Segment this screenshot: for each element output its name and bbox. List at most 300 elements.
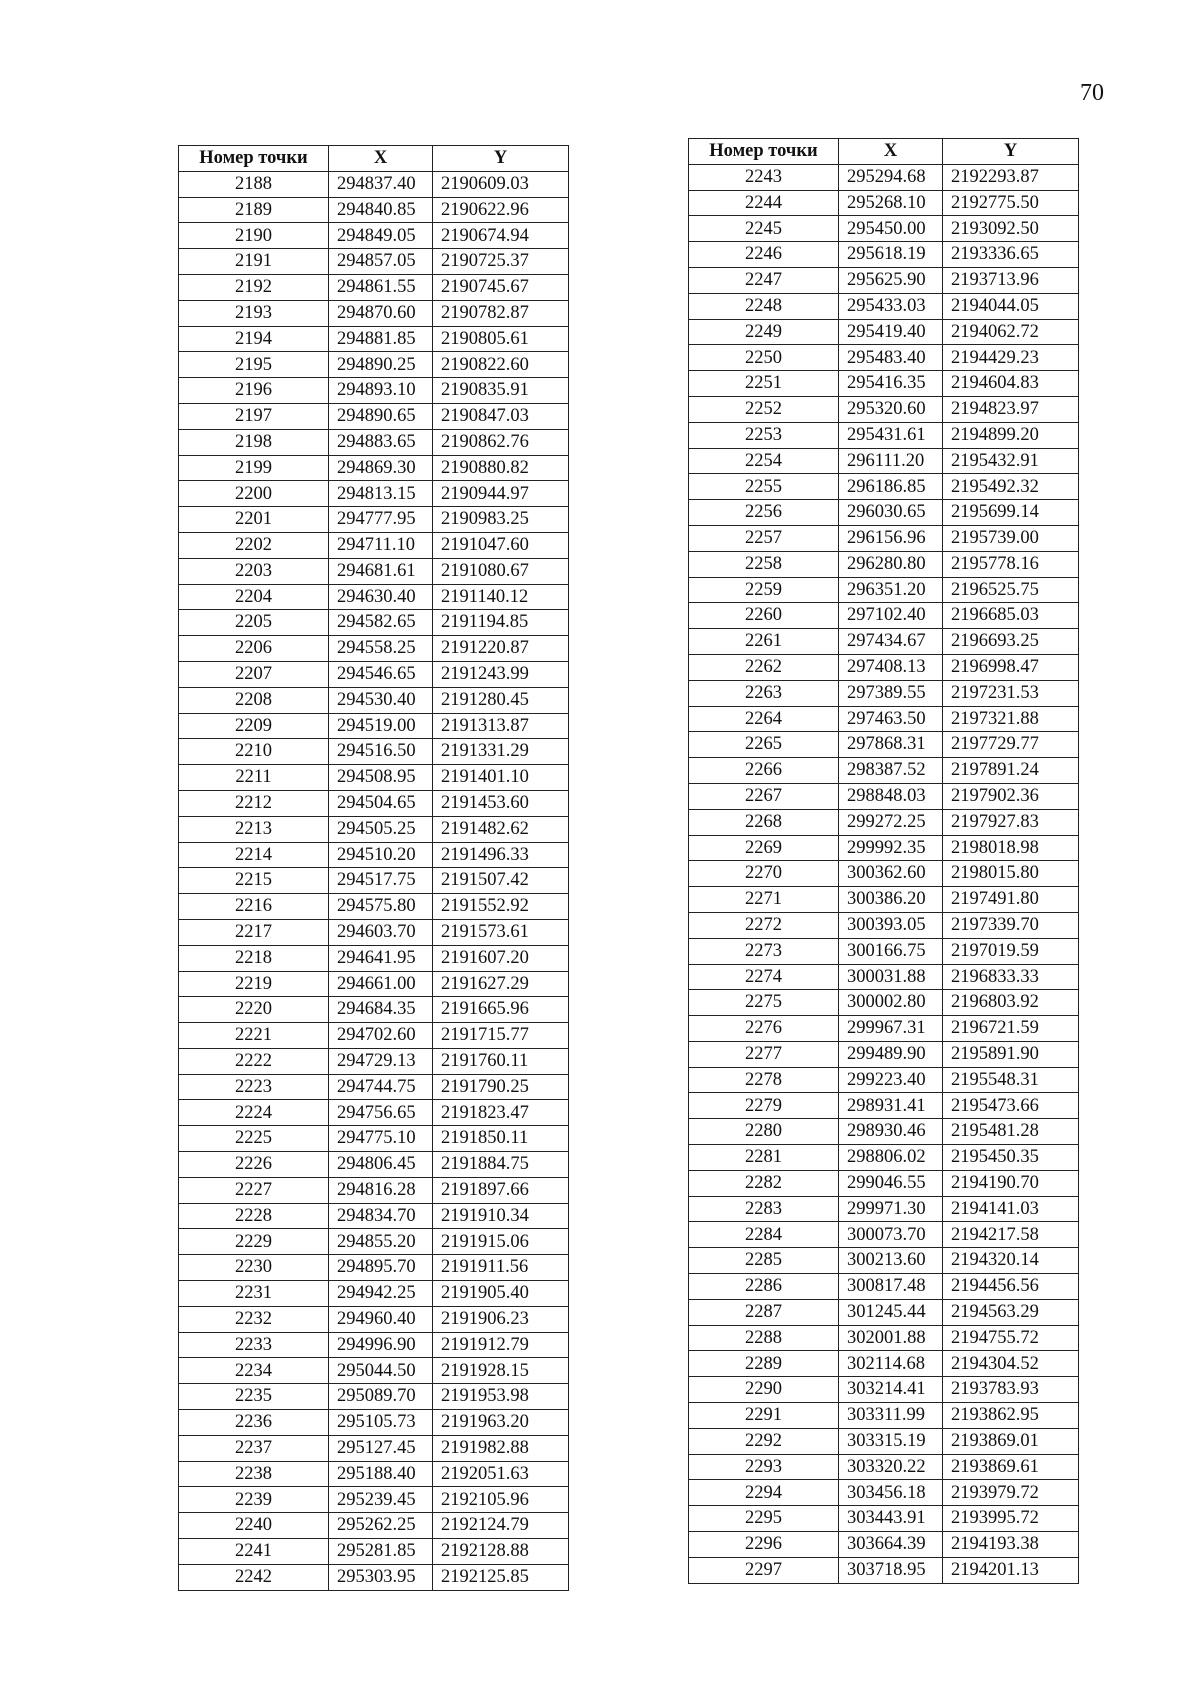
cell-x: 294530.40 xyxy=(329,687,433,713)
table-row xyxy=(179,1513,569,1539)
cell-y: 2196803.92 xyxy=(943,990,1079,1016)
cell-x: 300213.60 xyxy=(839,1248,943,1274)
cell-x: 295044.50 xyxy=(329,1358,433,1384)
cell-point-number: 2235 xyxy=(179,1384,329,1410)
table-row xyxy=(179,713,569,739)
cell-x: 294681.61 xyxy=(329,558,433,584)
cell-x: 295268.10 xyxy=(839,190,943,216)
cell-y: 2195492.32 xyxy=(943,474,1079,500)
cell-x: 294630.40 xyxy=(329,584,433,610)
cell-y: 2197902.36 xyxy=(943,783,1079,809)
table-row xyxy=(689,783,1079,809)
cell-y: 2191552.92 xyxy=(433,894,569,920)
cell-point-number: 2279 xyxy=(689,1093,839,1119)
cell-x: 295431.61 xyxy=(839,422,943,448)
cell-point-number: 2254 xyxy=(689,448,839,474)
cell-x: 295483.40 xyxy=(839,345,943,371)
cell-x: 295089.70 xyxy=(329,1384,433,1410)
cell-point-number: 2268 xyxy=(689,809,839,835)
header-y: Y xyxy=(943,139,1079,165)
cell-y: 2193979.72 xyxy=(943,1480,1079,1506)
cell-x: 294603.70 xyxy=(329,919,433,945)
header-x: X xyxy=(329,146,433,172)
cell-point-number: 2202 xyxy=(179,532,329,558)
table-row xyxy=(689,242,1079,268)
cell-point-number: 2265 xyxy=(689,732,839,758)
table-row xyxy=(689,422,1079,448)
table-row xyxy=(689,345,1079,371)
table-row xyxy=(689,861,1079,887)
table-row xyxy=(179,1487,569,1513)
table-row xyxy=(179,326,569,352)
table-row xyxy=(689,912,1079,938)
cell-y: 2191912.79 xyxy=(433,1332,569,1358)
table-row xyxy=(689,1222,1079,1248)
cell-x: 294517.75 xyxy=(329,868,433,894)
cell-y: 2197019.59 xyxy=(943,938,1079,964)
cell-x: 303718.95 xyxy=(839,1557,943,1583)
table-row xyxy=(689,1248,1079,1274)
table-row xyxy=(179,249,569,275)
cell-y: 2197321.88 xyxy=(943,706,1079,732)
table-row xyxy=(179,1152,569,1178)
cell-x: 295188.40 xyxy=(329,1461,433,1487)
cell-y: 2194899.20 xyxy=(943,422,1079,448)
cell-x: 294870.60 xyxy=(329,300,433,326)
cell-point-number: 2282 xyxy=(689,1170,839,1196)
cell-x: 294883.65 xyxy=(329,429,433,455)
cell-y: 2190880.82 xyxy=(433,455,569,481)
cell-x: 295303.95 xyxy=(329,1564,433,1590)
table-row xyxy=(689,1196,1079,1222)
cell-point-number: 2206 xyxy=(179,636,329,662)
cell-x: 295625.90 xyxy=(839,267,943,293)
cell-x: 294744.75 xyxy=(329,1074,433,1100)
table-row xyxy=(179,532,569,558)
cell-point-number: 2195 xyxy=(179,352,329,378)
table-row xyxy=(689,938,1079,964)
cell-x: 294834.70 xyxy=(329,1203,433,1229)
cell-x: 296111.20 xyxy=(839,448,943,474)
cell-y: 2193092.50 xyxy=(943,216,1079,242)
cell-point-number: 2197 xyxy=(179,403,329,429)
cell-point-number: 2247 xyxy=(689,267,839,293)
table-row xyxy=(179,1203,569,1229)
cell-x: 294546.65 xyxy=(329,661,433,687)
cell-y: 2191496.33 xyxy=(433,842,569,868)
cell-x: 294855.20 xyxy=(329,1229,433,1255)
cell-y: 2190862.76 xyxy=(433,429,569,455)
cell-x: 294890.65 xyxy=(329,403,433,429)
table-row xyxy=(179,223,569,249)
table-row xyxy=(179,1177,569,1203)
cell-x: 294702.60 xyxy=(329,1023,433,1049)
cell-y: 2193862.95 xyxy=(943,1403,1079,1429)
cell-point-number: 2237 xyxy=(179,1435,329,1461)
cell-point-number: 2227 xyxy=(179,1177,329,1203)
cell-y: 2196525.75 xyxy=(943,577,1079,603)
cell-x: 294508.95 xyxy=(329,765,433,791)
table-row xyxy=(179,919,569,945)
table-row xyxy=(689,1119,1079,1145)
cell-y: 2196833.33 xyxy=(943,964,1079,990)
cell-y: 2195432.91 xyxy=(943,448,1079,474)
cell-x: 300362.60 xyxy=(839,861,943,887)
header-point-number: Номер точки xyxy=(689,139,839,165)
table-row xyxy=(689,1532,1079,1558)
cell-x: 295416.35 xyxy=(839,371,943,397)
table-row xyxy=(689,474,1079,500)
table-row xyxy=(689,1145,1079,1171)
table-row xyxy=(179,1461,569,1487)
cell-point-number: 2211 xyxy=(179,765,329,791)
cell-point-number: 2199 xyxy=(179,455,329,481)
cell-x: 294960.40 xyxy=(329,1306,433,1332)
cell-x: 295419.40 xyxy=(839,319,943,345)
table-row xyxy=(179,687,569,713)
cell-y: 2197891.24 xyxy=(943,758,1079,784)
cell-y: 2197927.83 xyxy=(943,809,1079,835)
cell-point-number: 2223 xyxy=(179,1074,329,1100)
cell-x: 295105.73 xyxy=(329,1410,433,1436)
table-row xyxy=(689,448,1079,474)
cell-x: 295281.85 xyxy=(329,1539,433,1565)
cell-point-number: 2229 xyxy=(179,1229,329,1255)
cell-y: 2191884.75 xyxy=(433,1152,569,1178)
cell-x: 297389.55 xyxy=(839,680,943,706)
cell-x: 294641.95 xyxy=(329,945,433,971)
cell-y: 2194429.23 xyxy=(943,345,1079,371)
cell-y: 2190622.96 xyxy=(433,197,569,223)
cell-x: 303443.91 xyxy=(839,1506,943,1532)
cell-point-number: 2245 xyxy=(689,216,839,242)
table-row xyxy=(689,1299,1079,1325)
table-row xyxy=(689,371,1079,397)
cell-point-number: 2251 xyxy=(689,371,839,397)
table-row xyxy=(689,1480,1079,1506)
page-number: 70 xyxy=(1080,80,1104,106)
cell-y: 2191080.67 xyxy=(433,558,569,584)
cell-y: 2194193.38 xyxy=(943,1532,1079,1558)
cell-point-number: 2286 xyxy=(689,1274,839,1300)
cell-y: 2190805.61 xyxy=(433,326,569,352)
table-row xyxy=(689,1093,1079,1119)
cell-y: 2194755.72 xyxy=(943,1325,1079,1351)
cell-point-number: 2250 xyxy=(689,345,839,371)
cell-x: 294582.65 xyxy=(329,610,433,636)
cell-y: 2194217.58 xyxy=(943,1222,1079,1248)
table-row xyxy=(689,964,1079,990)
table-row xyxy=(179,610,569,636)
cell-y: 2192105.96 xyxy=(433,1487,569,1513)
cell-point-number: 2288 xyxy=(689,1325,839,1351)
table-row xyxy=(689,680,1079,706)
table-row xyxy=(179,1229,569,1255)
cell-point-number: 2203 xyxy=(179,558,329,584)
cell-point-number: 2297 xyxy=(689,1557,839,1583)
cell-y: 2191280.45 xyxy=(433,687,569,713)
cell-y: 2193869.61 xyxy=(943,1454,1079,1480)
cell-y: 2191963.20 xyxy=(433,1410,569,1436)
table-row xyxy=(689,629,1079,655)
cell-y: 2191905.40 xyxy=(433,1281,569,1307)
table-row xyxy=(689,603,1079,629)
cell-y: 2190782.87 xyxy=(433,300,569,326)
table-row xyxy=(689,319,1079,345)
cell-y: 2191331.29 xyxy=(433,739,569,765)
cell-x: 298930.46 xyxy=(839,1119,943,1145)
cell-x: 294893.10 xyxy=(329,378,433,404)
cell-y: 2195778.16 xyxy=(943,551,1079,577)
cell-point-number: 2283 xyxy=(689,1196,839,1222)
cell-point-number: 2271 xyxy=(689,887,839,913)
cell-y: 2191906.23 xyxy=(433,1306,569,1332)
cell-x: 299223.40 xyxy=(839,1067,943,1093)
cell-y: 2191607.20 xyxy=(433,945,569,971)
cell-point-number: 2219 xyxy=(179,971,329,997)
table-row xyxy=(179,1126,569,1152)
cell-y: 2190983.25 xyxy=(433,507,569,533)
cell-point-number: 2287 xyxy=(689,1299,839,1325)
cell-point-number: 2239 xyxy=(179,1487,329,1513)
cell-point-number: 2246 xyxy=(689,242,839,268)
cell-y: 2191910.34 xyxy=(433,1203,569,1229)
table-row xyxy=(179,1410,569,1436)
cell-point-number: 2234 xyxy=(179,1358,329,1384)
header-x: X xyxy=(839,139,943,165)
cell-x: 299967.31 xyxy=(839,1016,943,1042)
cell-y: 2191911.56 xyxy=(433,1255,569,1281)
cell-x: 296030.65 xyxy=(839,500,943,526)
cell-x: 294775.10 xyxy=(329,1126,433,1152)
cell-point-number: 2294 xyxy=(689,1480,839,1506)
cell-y: 2193995.72 xyxy=(943,1506,1079,1532)
cell-y: 2197729.77 xyxy=(943,732,1079,758)
coordinates-table-right xyxy=(688,138,1079,1584)
cell-x: 295127.45 xyxy=(329,1435,433,1461)
cell-y: 2191928.15 xyxy=(433,1358,569,1384)
cell-x: 294558.25 xyxy=(329,636,433,662)
cell-point-number: 2193 xyxy=(179,300,329,326)
cell-x: 299046.55 xyxy=(839,1170,943,1196)
table-row xyxy=(179,842,569,868)
cell-x: 294849.05 xyxy=(329,223,433,249)
header-row xyxy=(179,146,569,172)
cell-y: 2192124.79 xyxy=(433,1513,569,1539)
header-y: Y xyxy=(433,146,569,172)
cell-point-number: 2249 xyxy=(689,319,839,345)
table-row xyxy=(689,835,1079,861)
cell-point-number: 2221 xyxy=(179,1023,329,1049)
cell-point-number: 2212 xyxy=(179,790,329,816)
cell-y: 2194823.97 xyxy=(943,396,1079,422)
cell-point-number: 2200 xyxy=(179,481,329,507)
cell-y: 2193336.65 xyxy=(943,242,1079,268)
cell-point-number: 2274 xyxy=(689,964,839,990)
cell-y: 2195739.00 xyxy=(943,525,1079,551)
cell-y: 2190847.03 xyxy=(433,403,569,429)
cell-point-number: 2217 xyxy=(179,919,329,945)
cell-x: 295450.00 xyxy=(839,216,943,242)
cell-point-number: 2190 xyxy=(179,223,329,249)
cell-point-number: 2243 xyxy=(689,164,839,190)
table-row xyxy=(689,654,1079,680)
cell-x: 295294.68 xyxy=(839,164,943,190)
cell-x: 297102.40 xyxy=(839,603,943,629)
cell-point-number: 2280 xyxy=(689,1119,839,1145)
cell-point-number: 2244 xyxy=(689,190,839,216)
table-row xyxy=(179,997,569,1023)
cell-x: 294777.95 xyxy=(329,507,433,533)
table-row xyxy=(689,706,1079,732)
cell-point-number: 2269 xyxy=(689,835,839,861)
cell-point-number: 2207 xyxy=(179,661,329,687)
cell-point-number: 2292 xyxy=(689,1428,839,1454)
cell-point-number: 2220 xyxy=(179,997,329,1023)
cell-x: 294519.00 xyxy=(329,713,433,739)
table-row xyxy=(179,1100,569,1126)
cell-x: 297434.67 xyxy=(839,629,943,655)
cell-y: 2194563.29 xyxy=(943,1299,1079,1325)
table-row xyxy=(689,1016,1079,1042)
table-row xyxy=(179,1358,569,1384)
cell-point-number: 2192 xyxy=(179,274,329,300)
table-row xyxy=(689,577,1079,603)
cell-y: 2194044.05 xyxy=(943,293,1079,319)
cell-point-number: 2216 xyxy=(179,894,329,920)
table-row xyxy=(179,1023,569,1049)
table-row xyxy=(689,500,1079,526)
cell-point-number: 2255 xyxy=(689,474,839,500)
cell-y: 2191982.88 xyxy=(433,1435,569,1461)
table-row xyxy=(179,636,569,662)
cell-x: 302001.88 xyxy=(839,1325,943,1351)
cell-x: 303311.99 xyxy=(839,1403,943,1429)
table-row xyxy=(689,1506,1079,1532)
cell-y: 2197231.53 xyxy=(943,680,1079,706)
cell-point-number: 2214 xyxy=(179,842,329,868)
table-row xyxy=(179,971,569,997)
cell-y: 2195481.28 xyxy=(943,1119,1079,1145)
cell-x: 299272.25 xyxy=(839,809,943,835)
table-row xyxy=(179,894,569,920)
cell-point-number: 2258 xyxy=(689,551,839,577)
table-row xyxy=(179,1384,569,1410)
cell-point-number: 2257 xyxy=(689,525,839,551)
cell-point-number: 2208 xyxy=(179,687,329,713)
cell-x: 296280.80 xyxy=(839,551,943,577)
table-row xyxy=(689,732,1079,758)
cell-y: 2191194.85 xyxy=(433,610,569,636)
table-row xyxy=(689,1170,1079,1196)
cell-y: 2193783.93 xyxy=(943,1377,1079,1403)
cell-x: 294516.50 xyxy=(329,739,433,765)
cell-y: 2196685.03 xyxy=(943,603,1079,629)
cell-y: 2191453.60 xyxy=(433,790,569,816)
cell-point-number: 2196 xyxy=(179,378,329,404)
cell-y: 2191220.87 xyxy=(433,636,569,662)
cell-x: 294504.65 xyxy=(329,790,433,816)
cell-y: 2191047.60 xyxy=(433,532,569,558)
cell-y: 2191313.87 xyxy=(433,713,569,739)
table-row xyxy=(179,481,569,507)
cell-point-number: 2285 xyxy=(689,1248,839,1274)
cell-point-number: 2270 xyxy=(689,861,839,887)
table-row xyxy=(689,1454,1079,1480)
table-row xyxy=(179,403,569,429)
table-row xyxy=(689,267,1079,293)
cell-x: 294837.40 xyxy=(329,171,433,197)
table-row xyxy=(689,396,1079,422)
cell-y: 2194304.52 xyxy=(943,1351,1079,1377)
cell-x: 301245.44 xyxy=(839,1299,943,1325)
cell-x: 294806.45 xyxy=(329,1152,433,1178)
table-row xyxy=(689,293,1079,319)
cell-y: 2196998.47 xyxy=(943,654,1079,680)
cell-x: 302114.68 xyxy=(839,1351,943,1377)
cell-y: 2195473.66 xyxy=(943,1093,1079,1119)
cell-point-number: 2276 xyxy=(689,1016,839,1042)
cell-y: 2194062.72 xyxy=(943,319,1079,345)
cell-x: 294881.85 xyxy=(329,326,433,352)
cell-x: 295618.19 xyxy=(839,242,943,268)
table-row xyxy=(689,1067,1079,1093)
header-row xyxy=(689,139,1079,165)
cell-x: 294861.55 xyxy=(329,274,433,300)
cell-x: 294575.80 xyxy=(329,894,433,920)
cell-point-number: 2281 xyxy=(689,1145,839,1171)
cell-y: 2191715.77 xyxy=(433,1023,569,1049)
table-row xyxy=(689,758,1079,784)
table-row xyxy=(179,945,569,971)
cell-point-number: 2273 xyxy=(689,938,839,964)
cell-x: 294996.90 xyxy=(329,1332,433,1358)
cell-x: 294942.25 xyxy=(329,1281,433,1307)
cell-point-number: 2264 xyxy=(689,706,839,732)
cell-x: 300031.88 xyxy=(839,964,943,990)
table-row xyxy=(179,1281,569,1307)
table-row xyxy=(179,584,569,610)
table-row xyxy=(179,816,569,842)
cell-y: 2191897.66 xyxy=(433,1177,569,1203)
cell-y: 2198015.80 xyxy=(943,861,1079,887)
cell-point-number: 2228 xyxy=(179,1203,329,1229)
cell-x: 296156.96 xyxy=(839,525,943,551)
cell-point-number: 2215 xyxy=(179,868,329,894)
cell-y: 2191140.12 xyxy=(433,584,569,610)
cell-point-number: 2293 xyxy=(689,1454,839,1480)
cell-x: 294869.30 xyxy=(329,455,433,481)
cell-y: 2194456.56 xyxy=(943,1274,1079,1300)
table-row xyxy=(179,558,569,584)
cell-y: 2194190.70 xyxy=(943,1170,1079,1196)
cell-x: 303320.22 xyxy=(839,1454,943,1480)
cell-y: 2191482.62 xyxy=(433,816,569,842)
cell-point-number: 2204 xyxy=(179,584,329,610)
cell-y: 2191401.10 xyxy=(433,765,569,791)
cell-y: 2190609.03 xyxy=(433,171,569,197)
table-row xyxy=(179,197,569,223)
cell-point-number: 2266 xyxy=(689,758,839,784)
table-row xyxy=(179,171,569,197)
cell-y: 2191573.61 xyxy=(433,919,569,945)
cell-point-number: 2262 xyxy=(689,654,839,680)
table-row xyxy=(179,1255,569,1281)
cell-y: 2194201.13 xyxy=(943,1557,1079,1583)
cell-x: 294857.05 xyxy=(329,249,433,275)
cell-x: 299489.90 xyxy=(839,1041,943,1067)
cell-point-number: 2277 xyxy=(689,1041,839,1067)
